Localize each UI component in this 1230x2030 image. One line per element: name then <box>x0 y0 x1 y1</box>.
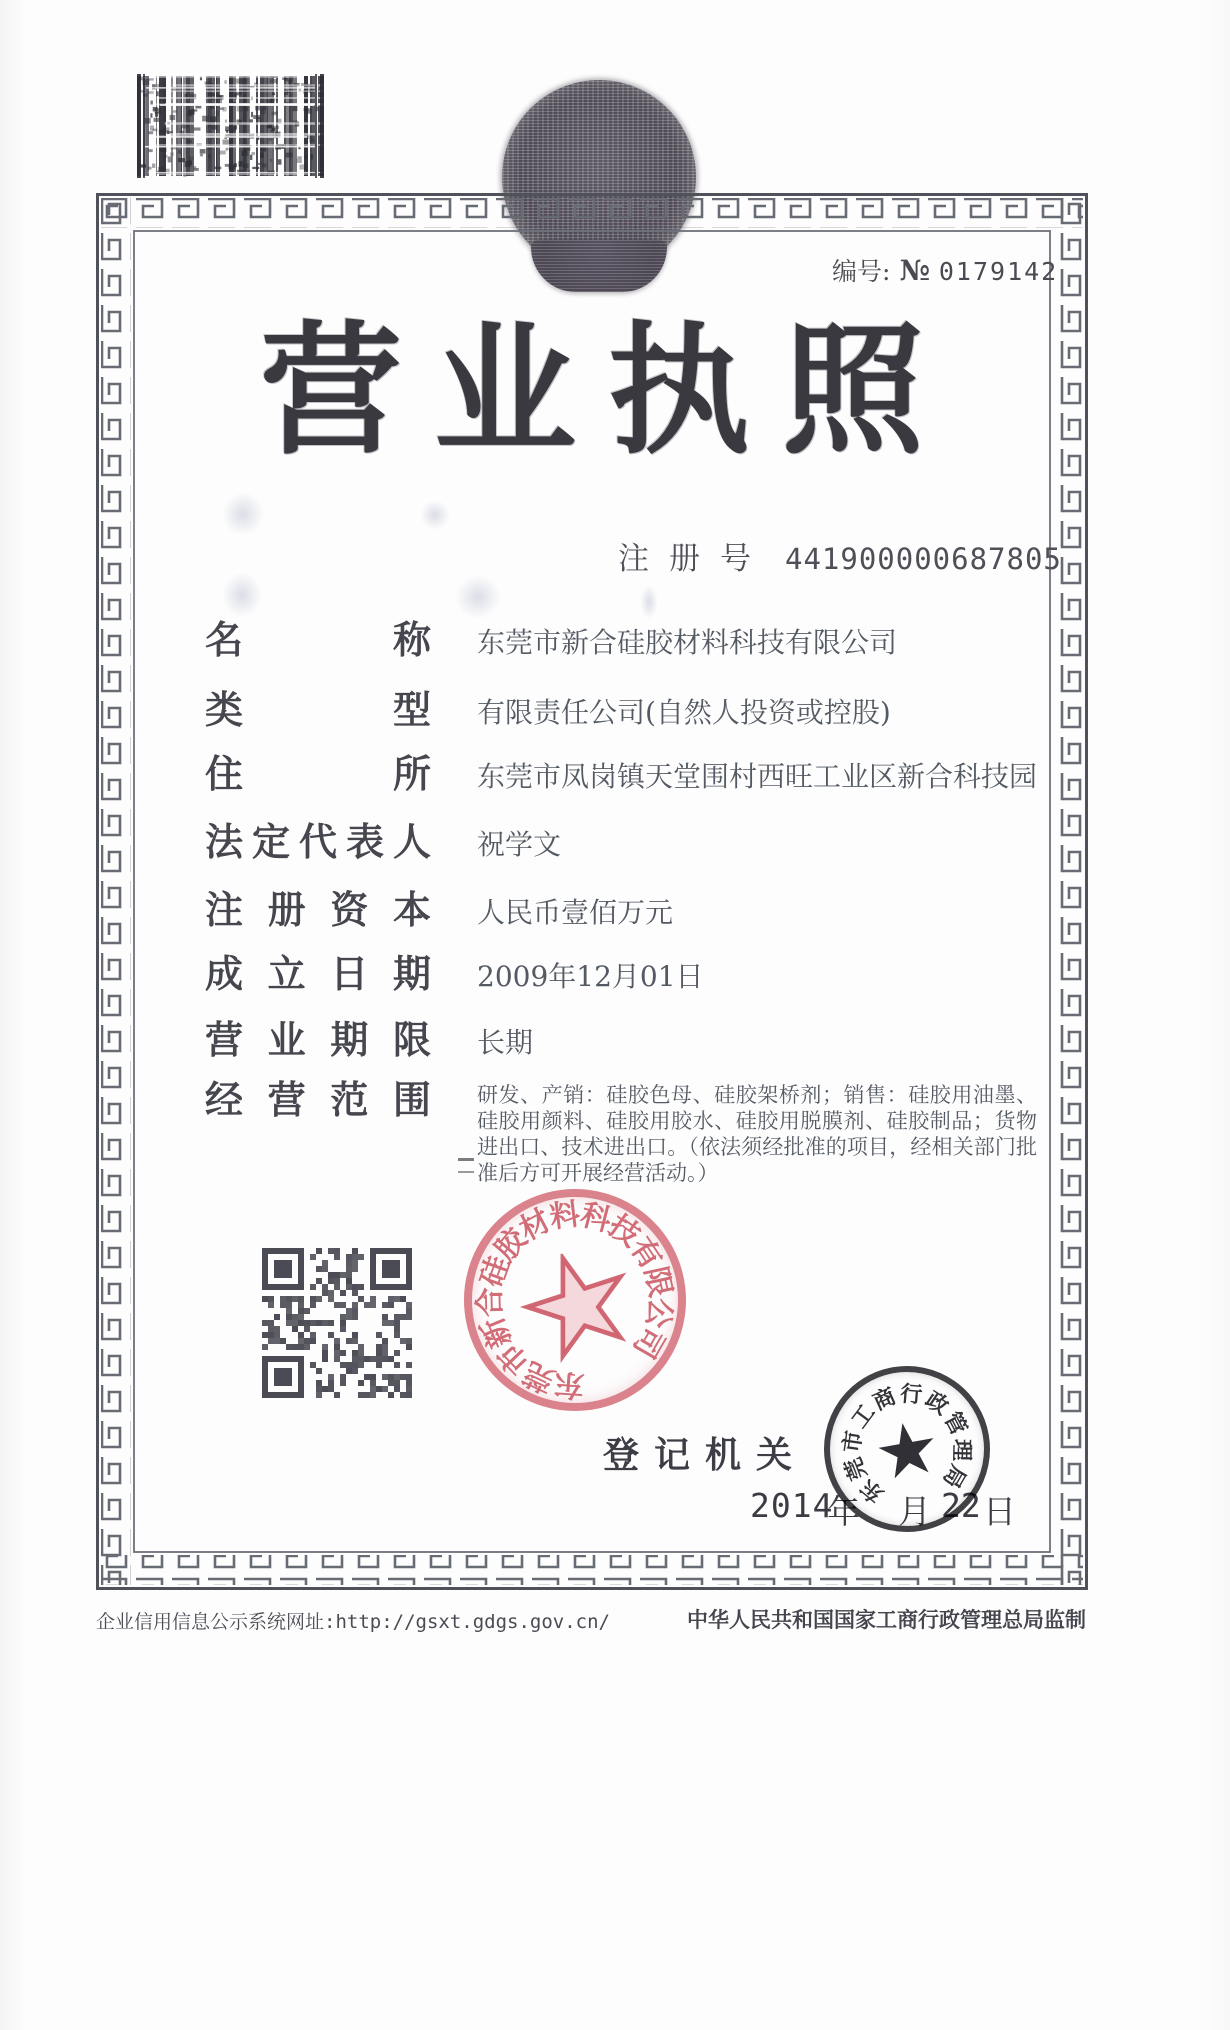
field-label: 住 所 <box>205 752 431 796</box>
field-value: 研发、产销：硅胶色母、硅胶架桥剂；销售：硅胶用油墨、硅胶用颜料、硅胶用胶水、硅胶用脱膜剂、硅胶制品；货物进出口、技术进出口。（依法须经批准的项目，经相关部门批准后方可开展经营活动。） <box>477 1083 1037 1185</box>
seal-character: 商 <box>869 1383 900 1416</box>
seal-character: 限 <box>637 1263 678 1301</box>
scan-artifact <box>420 500 450 530</box>
seal-character: 局 <box>937 1460 971 1492</box>
seal-character: 工 <box>847 1400 881 1434</box>
seal-character: 政 <box>920 1387 953 1421</box>
field-row <box>205 688 891 732</box>
serial-number: 0179142 <box>938 257 1059 286</box>
seal-character: 行 <box>899 1381 924 1409</box>
registration-number-line <box>618 533 1062 578</box>
seal-character: 科 <box>576 1197 615 1239</box>
scan-artifact <box>222 492 264 536</box>
seal-character: 东 <box>552 1365 586 1403</box>
day-character: 日 <box>983 1492 1016 1531</box>
seal-character: 管 <box>938 1408 971 1440</box>
seal-character: 公 <box>638 1295 679 1331</box>
issue-day: 22 <box>941 1486 981 1525</box>
seal-character: 胶 <box>488 1221 535 1268</box>
seal-character: 新 <box>475 1311 519 1354</box>
seal-character: 市 <box>490 1335 537 1382</box>
field-row <box>205 952 704 996</box>
field-label: 注 册 资 本 <box>205 888 431 932</box>
seal-character: 硅 <box>473 1251 517 1292</box>
numero-sign: № <box>899 254 930 287</box>
qr-code <box>262 1248 412 1398</box>
seal-character: 合 <box>472 1286 509 1318</box>
month-character: 月 <box>898 1492 931 1531</box>
seal-character: 理 <box>948 1438 974 1462</box>
seal-character: 材 <box>513 1202 557 1248</box>
field-value: 人民币壹佰万元 <box>477 896 674 929</box>
field-label: 法 定 代 表 人 <box>205 820 431 864</box>
scan-artifact <box>640 585 658 619</box>
field-row <box>205 618 897 662</box>
registrar-label: 登记机关 <box>603 1435 808 1476</box>
issue-year: 2014 <box>750 1486 834 1525</box>
seal-character: 莞 <box>840 1453 873 1484</box>
scan-artifact <box>222 572 262 618</box>
scan-artifact-mark <box>458 1158 474 1173</box>
field-label: 名 称 <box>205 618 431 662</box>
field-label: 成 立 日 期 <box>205 952 431 996</box>
field-label: 营 业 期 限 <box>205 1018 431 1062</box>
footer-issuer: 中华人民共和国国家工商行政管理总局监制 <box>687 1607 1086 1632</box>
field-row <box>205 1018 533 1062</box>
serial-number-line <box>832 252 1058 288</box>
seal-character: 料 <box>547 1196 582 1236</box>
seal-character: 有 <box>622 1231 669 1276</box>
license-title: 营业执照 <box>260 309 956 474</box>
registration-label: 注册号 <box>618 541 771 577</box>
footer-public-info-url: 企业信用信息公示系统网址:http://gsxt.gdgs.gov.cn/ <box>96 1611 610 1633</box>
field-row <box>205 752 1037 796</box>
star-icon <box>870 1415 944 1489</box>
seal-character: 莞 <box>518 1354 561 1399</box>
seal-character: 技 <box>601 1208 647 1255</box>
field-value: 祝学文 <box>477 828 562 861</box>
serial-label: 编号: <box>832 257 891 286</box>
field-value: 长期 <box>477 1026 534 1059</box>
field-value: 2009年12月01日 <box>477 960 704 993</box>
field-row <box>205 888 673 932</box>
seal-character: 司 <box>625 1320 671 1364</box>
year-character: 年 <box>827 1492 860 1531</box>
field-row <box>205 820 561 864</box>
scan-artifact <box>455 575 501 619</box>
registration-number: 441900000687805 <box>785 542 1062 576</box>
field-value: 东莞市新合硅胶材料科技有限公司 <box>477 626 898 659</box>
field-label: 类 型 <box>205 688 431 732</box>
seal-character: 市 <box>839 1429 868 1455</box>
seal-character: 东 <box>855 1473 889 1508</box>
field-value: 东莞市凤岗镇天堂围村西旺工业区新合科技园 <box>477 760 1038 793</box>
barcode <box>137 72 325 180</box>
field-row <box>205 1078 1037 1186</box>
field-label: 经 营 范 围 <box>205 1078 431 1122</box>
field-value: 有限责任公司(自然人投资或控股) <box>477 696 891 729</box>
